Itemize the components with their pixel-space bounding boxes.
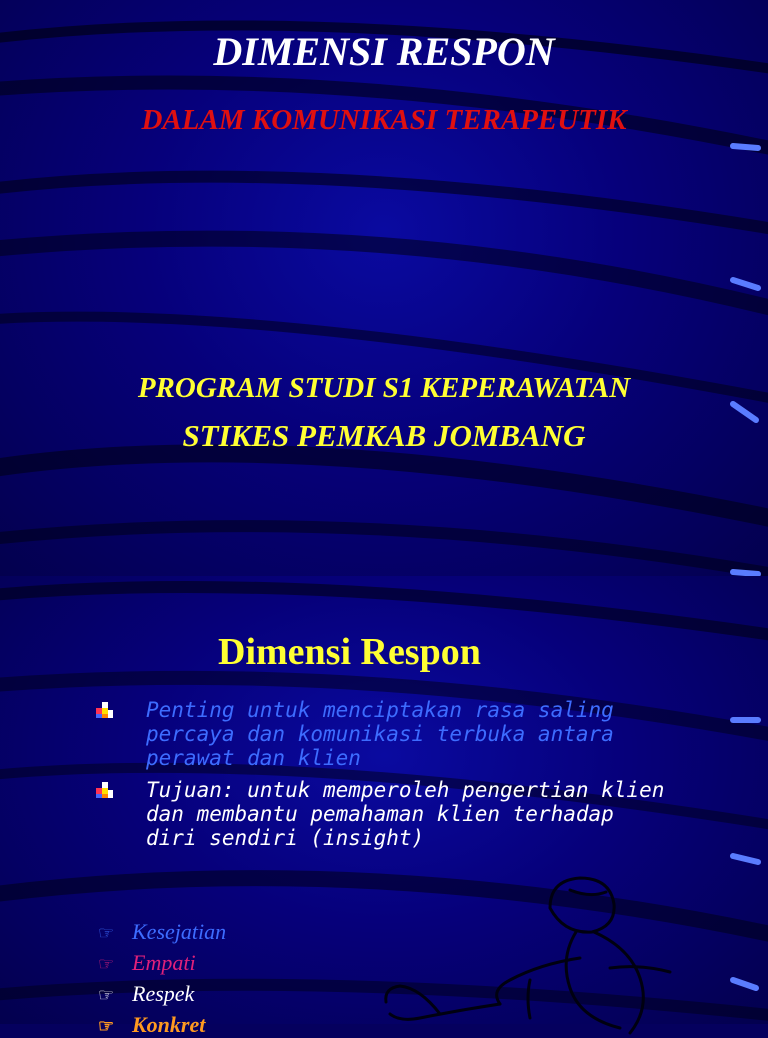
slide-subtitle: DALAM KOMUNIKASI TERAPEUTIK: [141, 104, 627, 136]
point-item-respek: [98, 981, 194, 1007]
bullet-item: [96, 778, 676, 850]
point-label: Empati: [132, 950, 196, 975]
point-label: Konkret: [132, 1012, 206, 1037]
point-label: Kesejatian: [132, 919, 227, 944]
bullet-text: Penting untuk menciptakan rasa saling percaya dan komunikasi terbuka antara perawat dan klien: [146, 698, 614, 770]
point-label: Respek: [132, 981, 195, 1006]
bullet-item: [96, 698, 676, 770]
bullet-text: Tujuan: untuk memperoleh pengertian klien dan membantu pemahaman klien terhadap diri sendiri (insight): [146, 778, 665, 850]
pointing-hand-icon: ☞: [98, 985, 115, 1005]
program-name: PROGRAM STUDI S1 KEPERAWATAN: [137, 372, 631, 404]
nurse-line-drawing: [380, 868, 700, 1038]
point-item-konkret: [98, 1012, 205, 1038]
content-slide: [0, 576, 768, 1037]
slide-title: DIMENSI RESPON: [213, 29, 555, 74]
pointing-hand-icon: ☞: [98, 954, 115, 974]
institution-name: STIKES PEMKAB JOMBANG: [182, 418, 586, 453]
square-bullet-icon: [96, 782, 114, 798]
edge-dashes-decoration: [728, 0, 768, 576]
square-bullet-icon: [96, 702, 114, 718]
pointing-hand-icon: ☞: [98, 923, 115, 943]
point-item-kesejatian: [98, 919, 226, 945]
slide-heading: Dimensi Respon: [218, 631, 481, 673]
point-item-empati: [98, 950, 196, 976]
pointing-hand-icon: ☞: [98, 1016, 115, 1036]
edge-dashes-decoration: [728, 576, 768, 1024]
